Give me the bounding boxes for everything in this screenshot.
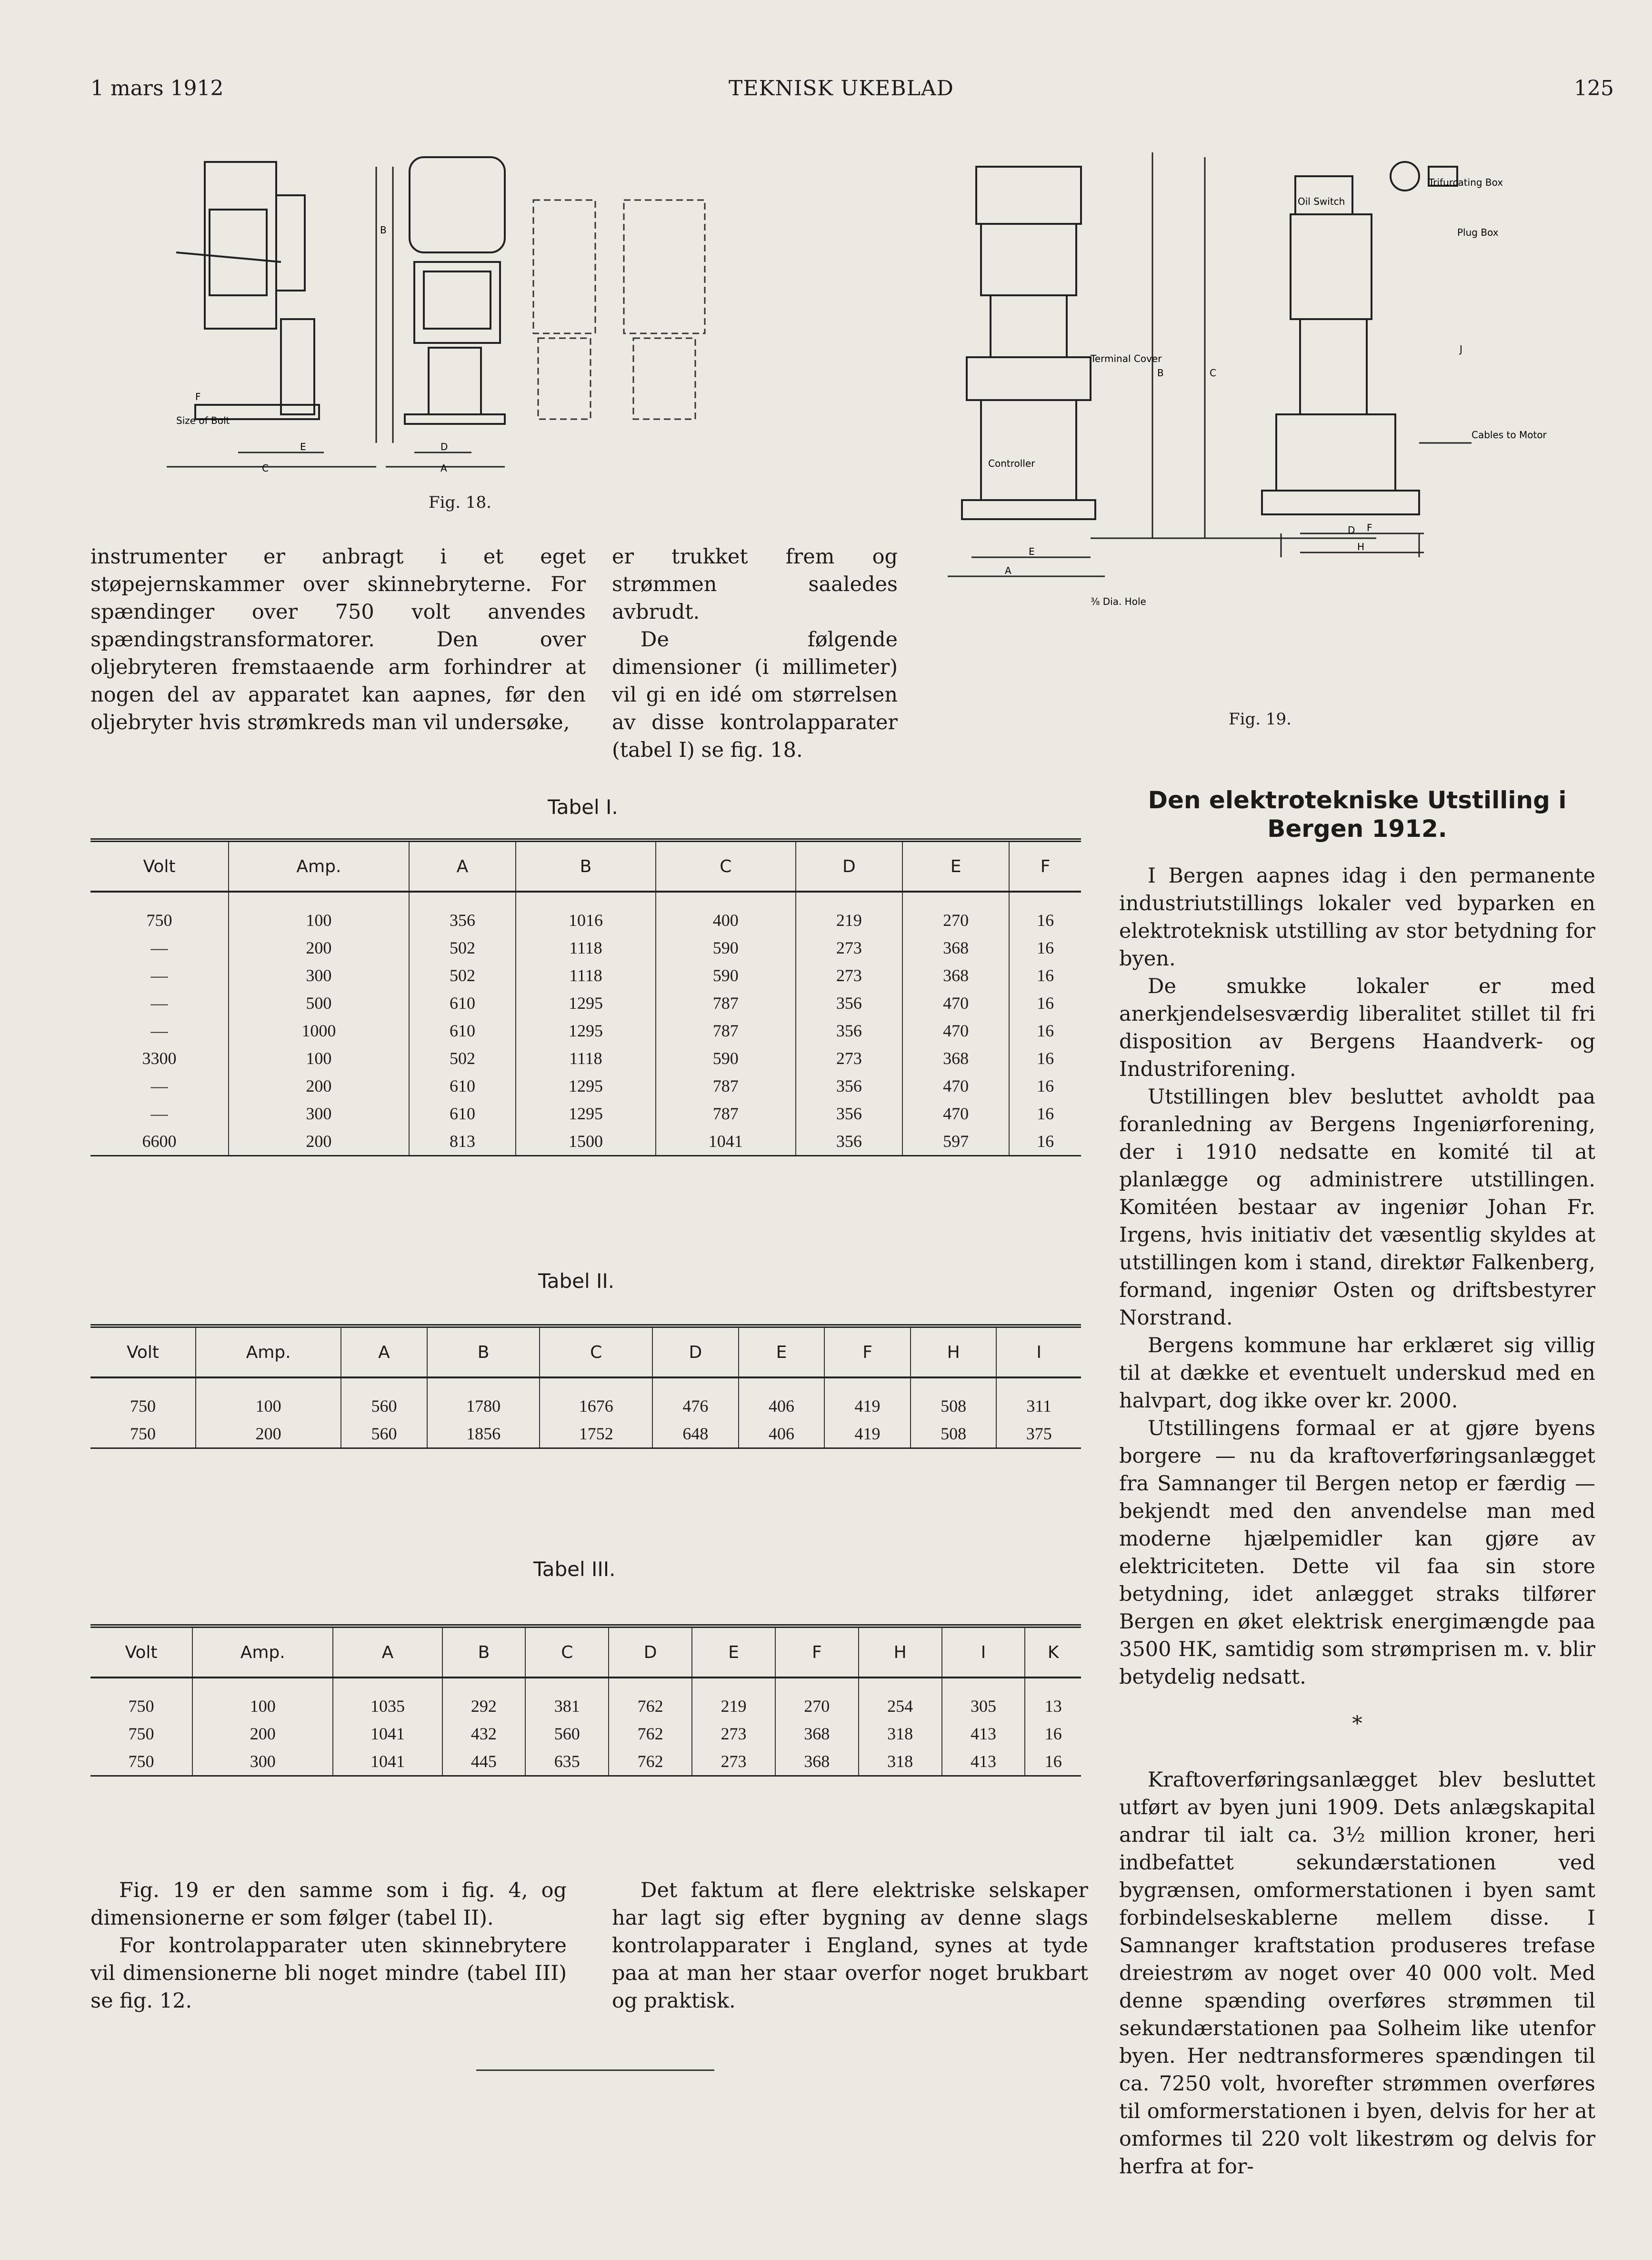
table1-row: [90, 934, 1081, 962]
table1-cell: 610: [409, 1100, 516, 1127]
article-paragraph: Utstillingen blev besluttet avholdt paa foranledning av Bergens Ingeniørforening, der i 1910 nedsatte en komité til at planlægge og administrere utstillingen. Komitéen bestaar av ingeniør Johan Fr. Irgens, hvis initiativ det væsentlig skyldes at utstillingen kom i stand, direktør Falkenberg, formand, ingeniør Osten og driftsbestyrer Norstrand.: [1119, 1085, 1595, 1330]
bottom-mid-paragraph: Det faktum at flere elektriske selskaper har lagt sig efter bygning av denne slags kontrolapparater i England, synes at tyde paa at man her staar overfor noget brukbart og praktisk.: [612, 1878, 1088, 2013]
table3-cell: 305: [942, 1677, 1025, 1720]
table1-cell: 1295: [516, 1072, 656, 1100]
table1-cell: 610: [409, 1072, 516, 1100]
fig19-label-dia-hole: ⅜ Dia. Hole: [1091, 596, 1146, 607]
fig19-label-j: J: [1460, 343, 1462, 355]
table1-row: [90, 1127, 1081, 1156]
table1-header: B: [516, 840, 656, 892]
table1-title: Tabel I.: [548, 795, 618, 819]
table1-cell: 300: [229, 1100, 409, 1127]
table1-cell: 470: [902, 1072, 1009, 1100]
table-1: [90, 838, 1081, 1156]
table3-header: Volt: [125, 1642, 158, 1662]
table2-cell: 375: [996, 1420, 1081, 1448]
table1-cell: 16: [1009, 1045, 1081, 1072]
table3-header: E: [692, 1626, 775, 1677]
col1-paragraph: instrumenter er anbragt i et eget støpejernskammer over skinnebryterne. For spændinger over 750 volt anvendes spændingstransformatorer. Den over oljebryteren fremstaaende arm forhindrer at nogen del av apparatet kan aapnes, før den oljebryter hvis strømkreds man vil undersøke,: [90, 545, 586, 734]
table2-header-row: [90, 1326, 1081, 1377]
table1-cell: 6600: [142, 1132, 177, 1151]
table1-cell: 16: [1009, 989, 1081, 1017]
fig19-label-trifurcating-box: Trifurcating Box: [1429, 177, 1503, 188]
table2-cell: 419: [824, 1420, 911, 1448]
table1-cell: 1118: [516, 934, 656, 962]
table3-cell: 292: [442, 1677, 526, 1720]
article-paragraph: Utstillingens formaal er at gjøre byens borgere — nu da kraftoverføringsanlægget fra Samnanger til Bergen netop er færdig — bekjendt med den anvendelse man med moderne hjælpemidler kan gjøre av elektriciteten. Dette vil faa sin store betydning, idet anlægget straks tilfører Bergen en øket elektrisk energimængde paa 3500 HK, samtidig som strømprisen m. v. blir betydelig nedsatt.: [1119, 1416, 1595, 1689]
fig19-label-oil-switch: Oil Switch: [1298, 196, 1345, 207]
table1-cell: —: [150, 1021, 168, 1040]
table3-cell: 750: [128, 1724, 154, 1743]
table2-cell: 1780: [427, 1377, 540, 1420]
table1-cell: 1041: [656, 1127, 796, 1156]
table1-header: E: [902, 840, 1009, 892]
table3-cell: 368: [775, 1720, 859, 1748]
table3-cell: 219: [692, 1677, 775, 1720]
table2-header: H: [911, 1326, 997, 1377]
table3-header-row: [90, 1626, 1081, 1677]
table2-row: [90, 1420, 1081, 1448]
table1-row: [90, 1072, 1081, 1100]
table3-cell: 368: [775, 1748, 859, 1776]
table1-row: [90, 989, 1081, 1017]
table2-cell: 476: [652, 1377, 739, 1420]
table1-cell: 16: [1009, 1017, 1081, 1045]
article-column: [1119, 786, 1595, 2180]
table1-cell: 813: [409, 1127, 516, 1156]
table1-cell: 610: [409, 989, 516, 1017]
table1-cell: 16: [1009, 962, 1081, 989]
table1-cell: 356: [796, 1100, 902, 1127]
fig19-label-f: F: [1367, 522, 1372, 533]
table3-cell: 750: [128, 1752, 154, 1771]
col2-text: [612, 543, 898, 764]
bottom-left-paragraph-2: For kontrolapparater uten skinnebrytere vil dimensionerne bli noget mindre (tabel III) se fig. 12.: [90, 1934, 567, 2013]
fig19-label-d: D: [1348, 524, 1355, 536]
table3-cell: 254: [859, 1677, 942, 1720]
table1-cell: 200: [229, 1127, 409, 1156]
article-paragraph-2: Kraftoverføringsanlægget blev besluttet utført av byen juni 1909. Dets anlægskapital andrar til ialt ca. 3½ million kroner, heri indbefattet sekundærstationen ved bygrænsen, omformerstationen i byen samt forbindelseskablerne mellem disse. I Samnanger kraftstation produseres trefase dreiestrøm av noget over 40 000 volt. Med denne spænding overføres strømmen til sekundærstationen paa Solheim like utenfor byen. Her nedtransformeres spændingen til ca. 7250 volt, hvorefter strømmen overføres til omformerstationen i byen, delvis for her at omformes til 220 volt likestrøm og delvis for herfra at for-: [1119, 1768, 1595, 2179]
table1-cell: 1295: [516, 989, 656, 1017]
table2-cell: 508: [911, 1377, 997, 1420]
table1-cell: —: [150, 938, 168, 957]
table3-cell: 318: [859, 1720, 942, 1748]
bottom-left-text: [90, 1877, 567, 2015]
figure-18-caption: Fig. 18.: [429, 493, 491, 512]
table1-cell: 502: [409, 934, 516, 962]
table1-cell: 1500: [516, 1127, 656, 1156]
table1-header: D: [796, 840, 902, 892]
fig19-label-b: B: [1157, 367, 1164, 379]
fig19-label-h: H: [1357, 541, 1365, 552]
table3-cell: 16: [1025, 1720, 1081, 1748]
table1-cell: 1000: [229, 1017, 409, 1045]
figure-19-caption: Fig. 19.: [1229, 710, 1292, 729]
table1-cell: 273: [796, 934, 902, 962]
table3-cell: 1041: [333, 1748, 442, 1776]
table1-cell: 590: [656, 962, 796, 989]
table2-header: I: [996, 1326, 1081, 1377]
article-separator: *: [1352, 1712, 1362, 1736]
table3-cell: 273: [692, 1720, 775, 1748]
table2-cell: 200: [196, 1420, 341, 1448]
table1-cell: 368: [902, 934, 1009, 962]
table1-cell: 16: [1009, 1072, 1081, 1100]
fig18-label-size-bolt: Size of Bolt: [176, 415, 230, 426]
table1-cell: 470: [902, 989, 1009, 1017]
table-3: [90, 1624, 1081, 1777]
table3-row: [90, 1720, 1081, 1748]
bottom-left-paragraph-1: Fig. 19 er den samme som i fig. 4, og dimensionerne er som følger (tabel II).: [90, 1878, 567, 1930]
table-2: [90, 1324, 1081, 1449]
table3-cell: 273: [692, 1748, 775, 1776]
table2-header: E: [739, 1326, 825, 1377]
table2-header: C: [540, 1326, 652, 1377]
table3-cell: 270: [775, 1677, 859, 1720]
fig19-label-controller: Controller: [988, 458, 1035, 469]
table2-header: B: [427, 1326, 540, 1377]
table1-cell: 200: [229, 934, 409, 962]
col2-paragraph-2: De følgende dimensioner (i millimeter) vil gi en idé om størrelsen av disse kontrolapparater (tabel I) se fig. 18.: [612, 628, 898, 762]
table1-cell: 1118: [516, 962, 656, 989]
table1-cell: 1295: [516, 1100, 656, 1127]
table1-cell: 590: [656, 1045, 796, 1072]
fig18-label-d: D: [441, 441, 448, 452]
table1-cell: 356: [796, 989, 902, 1017]
table1-cell: 100: [229, 892, 409, 934]
table3-cell: 413: [942, 1748, 1025, 1776]
table3-cell: 381: [525, 1677, 609, 1720]
table1-row: [90, 962, 1081, 989]
table1-cell: 356: [796, 1127, 902, 1156]
col2-paragraph-1: er trukket frem og strømmen saaledes avbrudt.: [612, 545, 898, 624]
table2-row: [90, 1377, 1081, 1420]
table2-cell: 419: [824, 1377, 911, 1420]
fig19-label-cables-to-motor: Cables to Motor: [1472, 429, 1547, 441]
fig18-label-a: A: [441, 462, 447, 474]
table1-cell: 3300: [142, 1049, 177, 1068]
header-page-number: 125: [1574, 76, 1614, 100]
fig18-label-f: F: [195, 391, 201, 402]
table1-cell: 1016: [516, 892, 656, 934]
table3-cell: 445: [442, 1748, 526, 1776]
table1-cell: 1295: [516, 1017, 656, 1045]
fig19-label-plug-box: Plug Box: [1457, 227, 1499, 238]
table3-cell: 13: [1025, 1677, 1081, 1720]
table2-header: D: [652, 1326, 739, 1377]
table3-header: A: [333, 1626, 442, 1677]
table1-cell: 219: [796, 892, 902, 934]
table3-cell: 1041: [333, 1720, 442, 1748]
table2-header: A: [341, 1326, 427, 1377]
article-paragraph: De smukke lokaler er med anerkjendelsesværdig liberalitet stillet til fri disposition av Bergens Haandverk- og Industriforening.: [1119, 974, 1595, 1081]
table1-row: [90, 1045, 1081, 1072]
table3-cell: 635: [525, 1748, 609, 1776]
table3-header: D: [609, 1626, 692, 1677]
table1-cell: 100: [229, 1045, 409, 1072]
table1-header: F: [1009, 840, 1081, 892]
table3-header: K: [1025, 1626, 1081, 1677]
table2-cell: 1856: [427, 1420, 540, 1448]
table1-cell: 502: [409, 962, 516, 989]
table3-row: [90, 1748, 1081, 1776]
table1-cell: 1118: [516, 1045, 656, 1072]
table3-cell: 200: [192, 1720, 333, 1748]
table1-cell: 16: [1009, 1100, 1081, 1127]
table1-row: [90, 892, 1081, 934]
article-paragraph: Bergens kommune har erklæret sig villig til at dække et eventuelt underskud med en halvpart, dog ikke over kr. 2000.: [1119, 1334, 1595, 1413]
table1-cell: 502: [409, 1045, 516, 1072]
table3-cell: 762: [609, 1677, 692, 1720]
table2-cell: 311: [996, 1377, 1081, 1420]
table3-header: C: [525, 1626, 609, 1677]
table2-cell: 1676: [540, 1377, 652, 1420]
table2-header: Amp.: [196, 1326, 341, 1377]
article-paragraph: I Bergen aapnes idag i den permanente industriutstillings lokaler ved byparken en elektroteknisk utstilling av stor betydning for byen.: [1119, 864, 1595, 971]
table1-cell: 590: [656, 934, 796, 962]
fig19-label-e: E: [1029, 546, 1035, 557]
table3-cell: 300: [192, 1748, 333, 1776]
table2-cell: 406: [739, 1420, 825, 1448]
article-title: Den elektrotekniske Utstilling i Bergen 1912.: [1148, 786, 1567, 843]
table1-cell: —: [150, 994, 168, 1013]
table1-cell: 368: [902, 962, 1009, 989]
table3-title: Tabel III.: [533, 1557, 616, 1581]
table1-cell: 787: [656, 1072, 796, 1100]
table1-row: [90, 1100, 1081, 1127]
table1-cell: 356: [796, 1017, 902, 1045]
table2-cell: 750: [130, 1396, 156, 1416]
table1-cell: —: [150, 1104, 168, 1123]
table1-cell: 470: [902, 1100, 1009, 1127]
table2-cell: 560: [341, 1420, 427, 1448]
table3-cell: 750: [128, 1697, 154, 1716]
table1-header: A: [409, 840, 516, 892]
table2-cell: 508: [911, 1420, 997, 1448]
table3-cell: 16: [1025, 1748, 1081, 1776]
table1-cell: 16: [1009, 934, 1081, 962]
table1-cell: 16: [1009, 892, 1081, 934]
table1-cell: 610: [409, 1017, 516, 1045]
table1-header-row: [90, 840, 1081, 892]
fig18-label-b: B: [380, 224, 387, 236]
table2-header: F: [824, 1326, 911, 1377]
table2-header: Volt: [127, 1342, 159, 1362]
table1-row: [90, 1017, 1081, 1045]
fig19-label-a: A: [1005, 565, 1011, 576]
fig19-label-c: C: [1210, 367, 1216, 379]
table1-cell: —: [150, 966, 168, 985]
table1-cell: 356: [796, 1072, 902, 1100]
table3-header: Amp.: [192, 1626, 333, 1677]
fig18-label-c: C: [262, 462, 269, 474]
table2-cell: 100: [196, 1377, 341, 1420]
table3-cell: 560: [525, 1720, 609, 1748]
table2-cell: 406: [739, 1377, 825, 1420]
table1-cell: 273: [796, 1045, 902, 1072]
table1-cell: 16: [1009, 1127, 1081, 1156]
table1-cell: 500: [229, 989, 409, 1017]
table2-title: Tabel II.: [538, 1269, 615, 1293]
table1-header: Volt: [143, 856, 176, 876]
table1-cell: 273: [796, 962, 902, 989]
table3-cell: 318: [859, 1748, 942, 1776]
table1-cell: 787: [656, 1100, 796, 1127]
table1-cell: 787: [656, 1017, 796, 1045]
bottom-mid-rule: [476, 2069, 714, 2071]
table3-cell: 1035: [333, 1677, 442, 1720]
table1-cell: —: [150, 1076, 168, 1095]
table1-header: Amp.: [229, 840, 409, 892]
fig19-label-terminal-cover: Terminal Cover: [1091, 353, 1162, 364]
table1-cell: 368: [902, 1045, 1009, 1072]
header-journal: TEKNISK UKEBLAD: [729, 76, 954, 100]
table3-cell: 762: [609, 1748, 692, 1776]
table3-cell: 100: [192, 1677, 333, 1720]
table1-cell: 270: [902, 892, 1009, 934]
fig18-label-e: E: [300, 441, 306, 452]
header-date: 1 mars 1912: [90, 76, 224, 100]
table3-cell: 413: [942, 1720, 1025, 1748]
table2-cell: 560: [341, 1377, 427, 1420]
table1-cell: 597: [902, 1127, 1009, 1156]
table1-cell: 470: [902, 1017, 1009, 1045]
table1-cell: 200: [229, 1072, 409, 1100]
table3-cell: 432: [442, 1720, 526, 1748]
table3-header: B: [442, 1626, 526, 1677]
table1-cell: 400: [656, 892, 796, 934]
table3-header: H: [859, 1626, 942, 1677]
table3-row: [90, 1677, 1081, 1720]
table1-cell: 356: [409, 892, 516, 934]
table2-cell: 750: [130, 1424, 156, 1443]
table3-header: I: [942, 1626, 1025, 1677]
table1-cell: 750: [146, 911, 172, 930]
table2-cell: 648: [652, 1420, 739, 1448]
table1-cell: 300: [229, 962, 409, 989]
table2-cell: 1752: [540, 1420, 652, 1448]
figure-19-drawing: [948, 138, 1567, 700]
table1-cell: 787: [656, 989, 796, 1017]
table3-cell: 762: [609, 1720, 692, 1748]
table3-header: F: [775, 1626, 859, 1677]
figure-18-drawing: [167, 138, 786, 491]
table1-header: C: [656, 840, 796, 892]
